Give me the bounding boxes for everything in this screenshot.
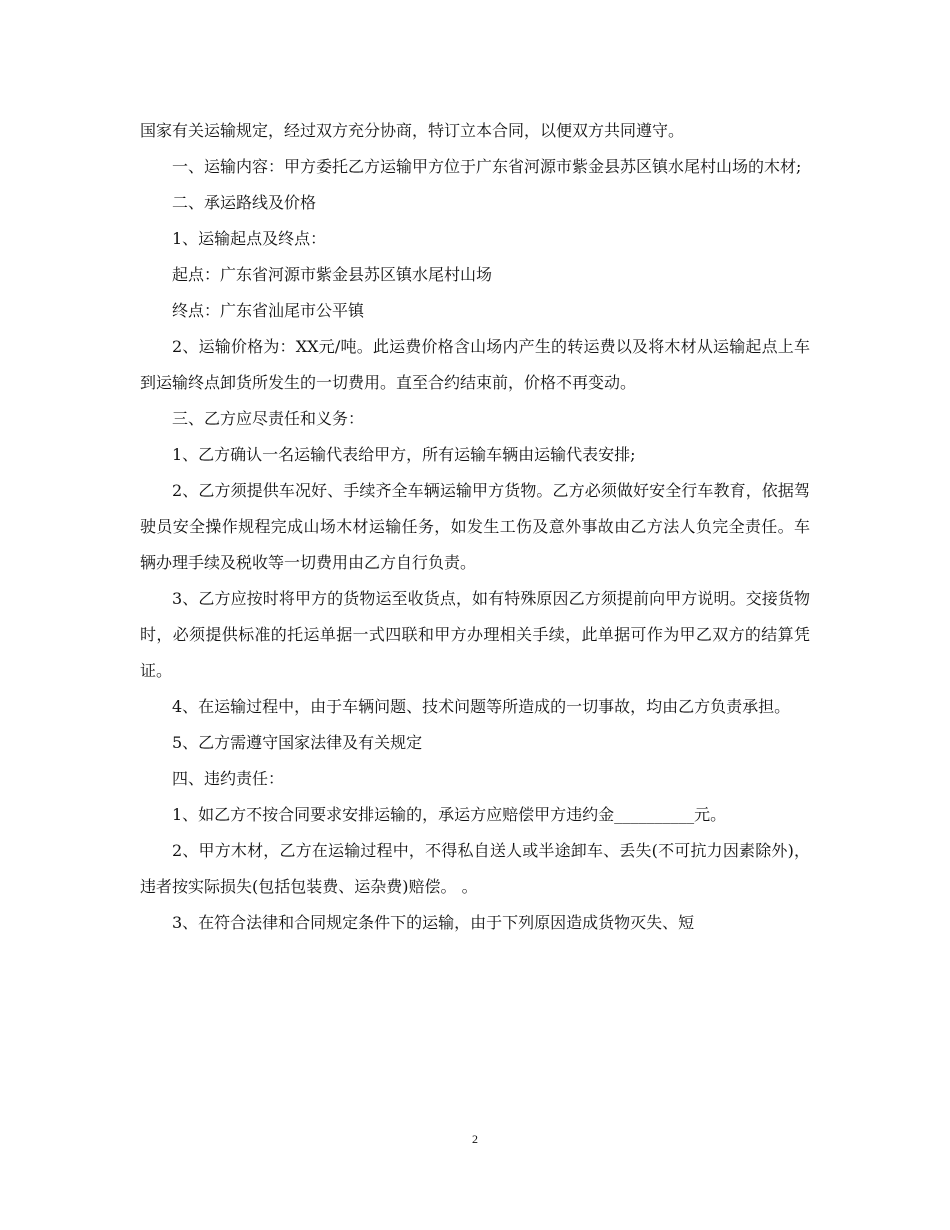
paragraph-end-point: 终点：广东省汕尾市公平镇	[172, 301, 365, 320]
page-number: 2	[472, 1132, 478, 1146]
paragraph-duty-2: 2、乙方须提供车况好、手续齐全车辆运输甲方货物。乙方必须做好安全行车教育，依据驾驶员安全操作规程完成山场木材运输任务，如发生工伤及意外事故由乙方法人负完全责任。车辆办理手续及税收等一切费用由乙方自行负责。	[140, 481, 810, 572]
paragraph-duty-1: 1、乙方确认一名运输代表给甲方，所有运输车辆由运输代表安排;	[172, 445, 636, 464]
heading-route-and-price: 二、承运路线及价格	[172, 193, 317, 212]
heading-party-b-duties: 三、乙方应尽责任和义务：	[172, 409, 365, 428]
paragraph-duty-3: 3、乙方应按时将甲方的货物运至收货点，如有特殊原因乙方须提前向甲方说明。交接货物时，必须提供标准的托运单据一式四联和甲方办理相关手续，此单据可作为甲乙双方的结算凭证。	[140, 589, 810, 680]
paragraph-breach-3: 3、在符合法律和合同规定条件下的运输，由于下列原因造成货物灭失、短	[172, 913, 695, 932]
paragraph-intro: 国家有关运输规定，经过双方充分协商，特订立本合同，以便双方共同遵守。	[140, 121, 685, 140]
paragraph-breach-1: 1、如乙方不按合同要求安排运输的，承运方应赔偿甲方违约金__________元。	[172, 805, 727, 824]
paragraph-transport-price: 2、运输价格为：XX元/吨。此运费价格含山场内产生的转运费以及将木材从运输起点上车到运输终点卸货所发生的一切费用。直至合约结束前，价格不再变动。	[140, 337, 810, 392]
paragraph-transport-content: 一、运输内容：甲方委托乙方运输甲方位于广东省河源市紫金县苏区镇水尾村山场的木材;	[172, 157, 802, 176]
paragraph-start-end-points: 1、运输起点及终点：	[172, 229, 327, 248]
paragraph-duty-5: 5、乙方需遵守国家法律及有关规定	[172, 733, 423, 752]
paragraph-breach-2: 2、甲方木材，乙方在运输过程中，不得私自送人或半途卸车、丢失(不可抗力因素除外)，违者按实际损失(包括包装费、运杂费)赔偿。 。	[140, 841, 810, 896]
document-body	[140, 113, 810, 941]
paragraph-duty-4: 4、在运输过程中，由于车辆问题、技术问题等所造成的一切事故，均由乙方负责承担。	[172, 697, 791, 716]
paragraph-start-point: 起点：广东省河源市紫金县苏区镇水尾村山场	[172, 265, 493, 284]
heading-breach-liability: 四、违约责任：	[172, 769, 285, 788]
